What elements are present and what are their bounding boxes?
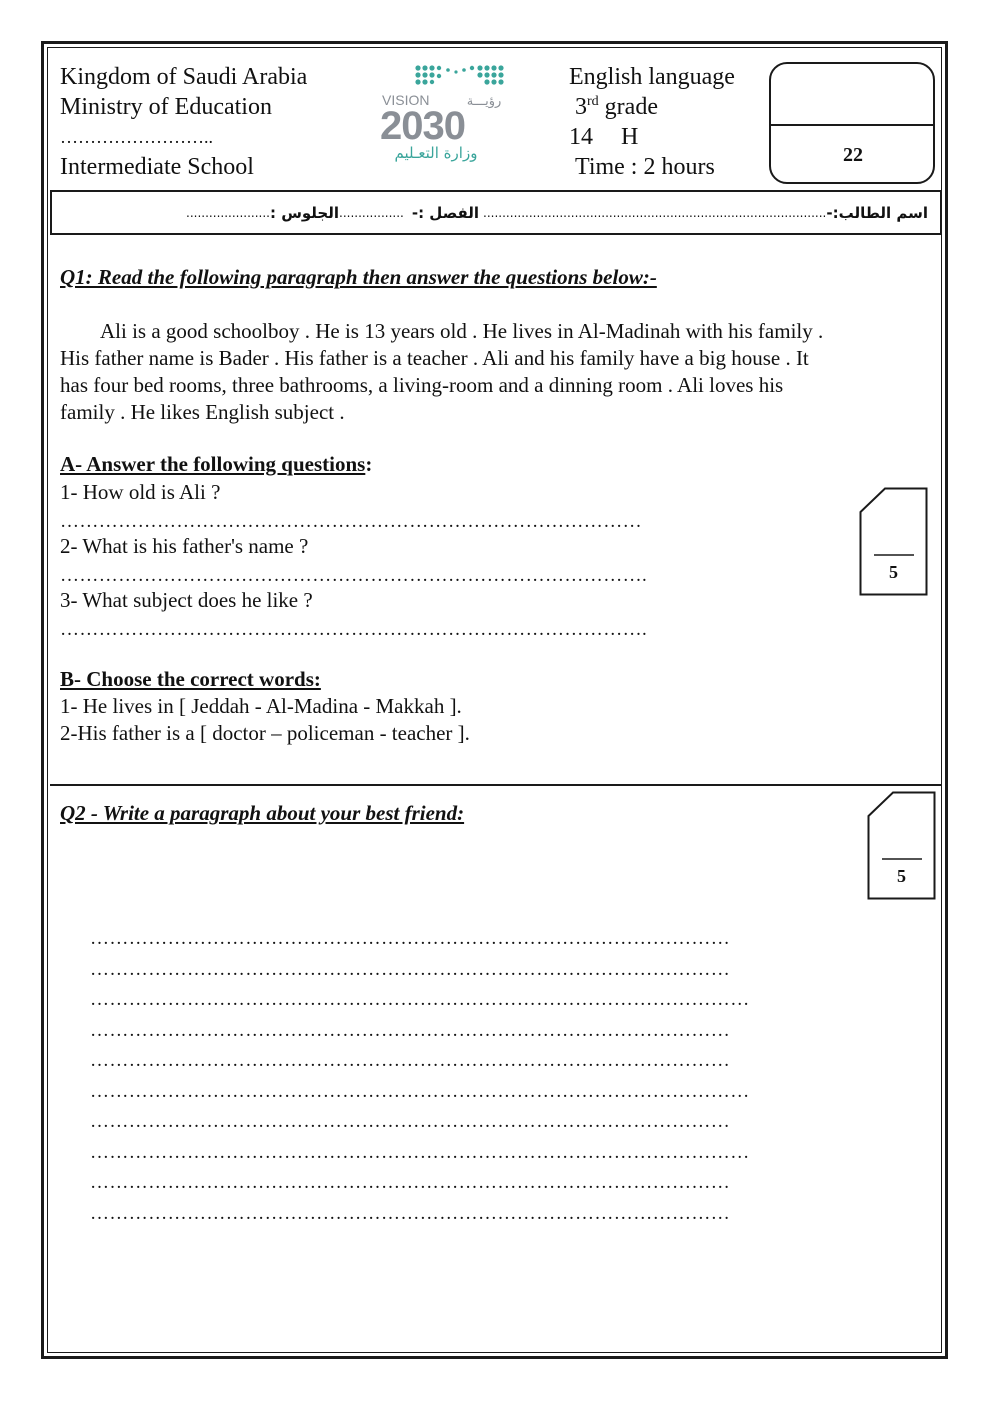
- writing-line[interactable]: ………………………………………………………………………………………: [90, 928, 731, 949]
- section-a-heading: [60, 452, 372, 477]
- section-a-colon: :: [365, 452, 373, 476]
- student-name-label: اسم الطالب:-: [826, 203, 928, 222]
- vision-arabic: رؤيـــة: [466, 94, 502, 109]
- q1-score-box: [859, 487, 928, 596]
- writing-line[interactable]: ………………………………………………………………………………………: [90, 1111, 731, 1132]
- grade-line: [569, 92, 735, 122]
- question-1: 1- How old is Ali ?: [60, 480, 221, 504]
- writing-line[interactable]: ………………………………………………………………………………………: [90, 1019, 731, 1041]
- student-name-field[interactable]: ..........................................................................................: [483, 205, 827, 220]
- grade-number: 3: [575, 94, 587, 120]
- country-name: Kingdom of Saudi Arabia: [60, 64, 308, 90]
- ministry-arabic: وزارة التعـليم: [394, 144, 478, 162]
- header-right: [569, 62, 735, 182]
- class-label: الفصل :-: [411, 203, 480, 222]
- paragraph-line: Ali is a good schoolboy . He is 13 years old . He lives in Al-Madinah with his family .: [100, 319, 824, 343]
- writing-line[interactable]: ………………………………………………………………………………………: [90, 1172, 731, 1193]
- answer-line-1[interactable]: ………………………………………………………………………………: [60, 511, 642, 532]
- exam-time: Time : 2 hours: [575, 154, 715, 180]
- writing-line[interactable]: …………………………………………………………………………………………: [90, 1141, 750, 1163]
- q2-score-box: [867, 791, 936, 900]
- answer-line-2[interactable]: ……………………………………………………………………………….: [60, 565, 648, 586]
- question-3: 3- What subject does he like ?: [60, 588, 313, 612]
- hijri-year-line: [569, 122, 735, 152]
- vision-label: VISION: [382, 92, 430, 108]
- subject-name: English language: [569, 64, 735, 90]
- writing-line[interactable]: …………………………………………………………………………………………: [90, 1080, 750, 1102]
- vision-dots-icon: [376, 60, 524, 170]
- total-score-divider: [769, 124, 935, 126]
- section-divider: [50, 784, 942, 786]
- q1-title: Q1: Read the following paragraph then answer the questions below:-: [60, 265, 657, 289]
- header-left: [60, 62, 307, 182]
- paragraph-line: has four bed rooms, three bathrooms, a living-room and a dinning room . Ali loves his: [60, 373, 784, 397]
- paragraph-line: family . He likes English subject .: [60, 400, 345, 424]
- section-a-title: A- Answer the following questions: [60, 452, 366, 476]
- year-number: 14: [569, 124, 593, 150]
- q2-title: Q2 - Write a paragraph about your best friend:: [60, 801, 465, 825]
- writing-line[interactable]: ………………………………………………………………………………………: [90, 1202, 731, 1224]
- school-name-blank: ……………………..: [60, 127, 213, 147]
- writing-line[interactable]: ………………………………………………………………………………………: [90, 1050, 731, 1071]
- question-2: 2- What is his father's name ?: [60, 534, 309, 558]
- year-suffix: H: [621, 124, 639, 150]
- total-score: 22: [843, 144, 863, 166]
- section-b-title: B- Choose the correct words:: [60, 667, 321, 691]
- choice-item-1[interactable]: 1- He lives in [ Jeddah - Al-Madina - Makkah ].: [60, 694, 462, 718]
- grade-suffix: rd: [587, 94, 599, 109]
- class-field[interactable]: .................: [339, 205, 404, 220]
- school-type: Intermediate School: [60, 154, 254, 180]
- writing-lines: [90, 925, 750, 1230]
- seat-label: الجلوس :: [269, 203, 339, 222]
- reading-paragraph: [60, 318, 930, 426]
- choice-item-2[interactable]: 2-His father is a [ doctor – policeman - teacher ].: [60, 721, 470, 745]
- writing-line[interactable]: …………………………………………………………………………………………: [90, 989, 750, 1010]
- writing-line[interactable]: ………………………………………………………………………………………: [90, 958, 731, 980]
- paragraph-line: His father name is Bader . His father is a teacher . Ali and his family have a big house . It: [60, 346, 809, 370]
- ministry-name: Ministry of Education: [60, 94, 272, 120]
- seat-field[interactable]: ......................: [186, 205, 270, 220]
- vision-year: 2030: [380, 104, 465, 148]
- q2-score: 5: [897, 866, 906, 886]
- student-info-row: [50, 190, 942, 235]
- answer-line-3[interactable]: ……………………………………………………………………………….: [60, 619, 648, 640]
- grade-word: grade: [604, 94, 658, 120]
- q1-score: 5: [889, 562, 898, 582]
- vision-2030-logo: [376, 60, 524, 170]
